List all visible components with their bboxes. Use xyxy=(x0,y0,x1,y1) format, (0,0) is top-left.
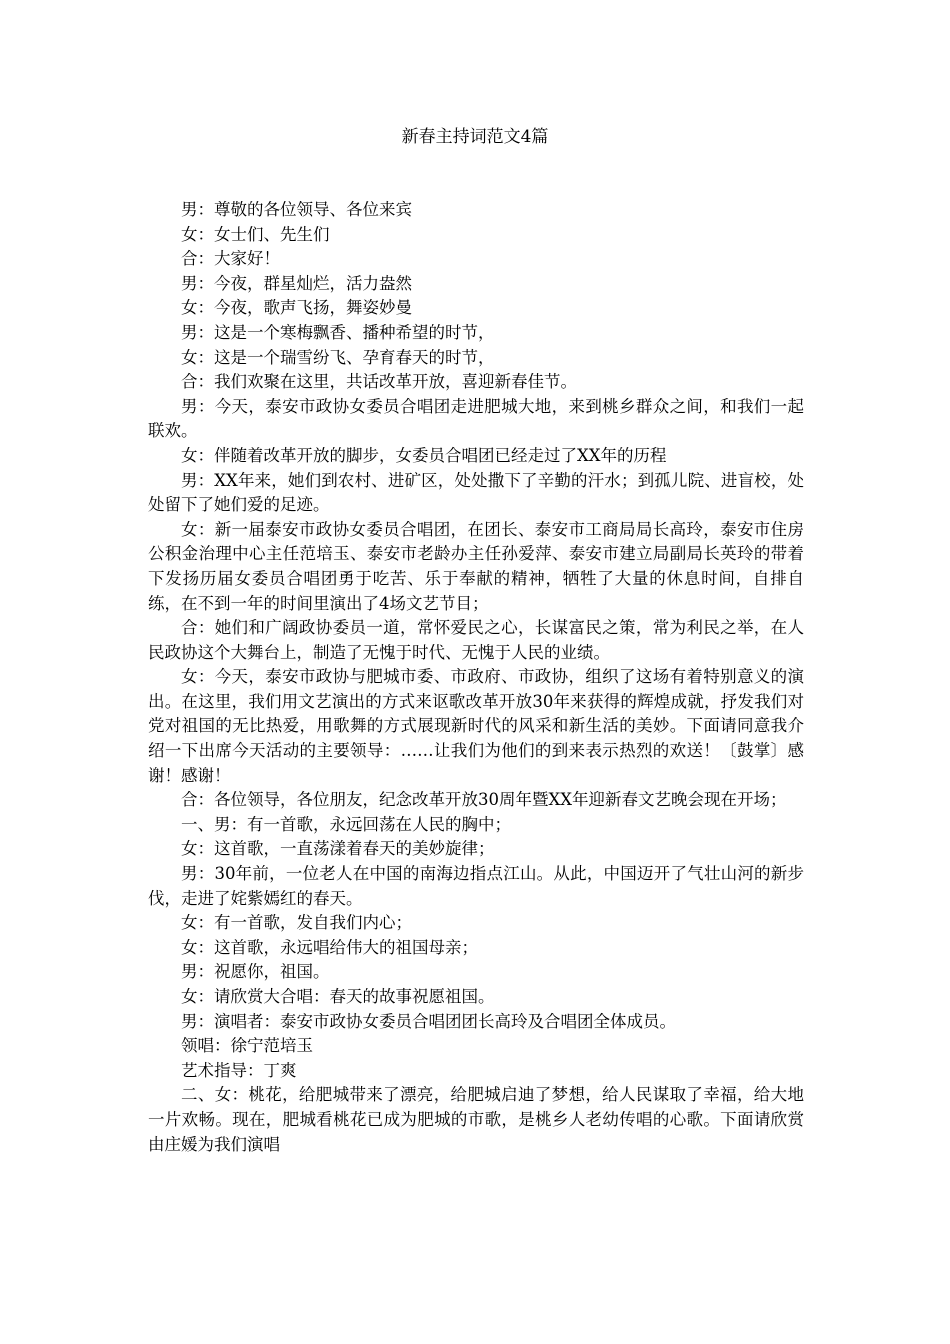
paragraph: 男：祝愿你，祖国。 xyxy=(181,962,330,982)
paragraph: 合：她们和广阔政协委员一道，常怀爱民之心，长谋富民之策，常为利民之举，在人民政协这个大舞台上，制造了无愧于时代、无愧于人民的业绩。 xyxy=(148,618,804,662)
document-body xyxy=(148,198,804,1157)
paragraph: 女：今天，泰安市政协与肥城市委、市政府、市政协，组织了这场有着特别意义的演出。在这里，我们用文艺演出的方式来讴歌改革开放30年来获得的辉煌成就，抒发我们对党对祖国的无比热爱，用歌舞的方式展现新时代的风采和新生活的美妙。下面请同意我介绍一下出席今天活动的主要领导：……让我们为他们的到来表示热烈的欢送！〔鼓掌〕感谢！感谢！ xyxy=(148,667,804,785)
document-title: 新春主持词范文4篇 xyxy=(401,127,549,147)
paragraph: 女：新一届泰安市政协女委员合唱团，在团长、泰安市工商局局长高玲，泰安市住房公积金治理中心主任范培玉、泰安市老龄办主任孙爱萍、泰安市建立局副局长英玲的带着下发扬历届女委员合唱团勇于吃苦、乐于奉献的精神，牺牲了大量的休息时间，自排自练，在不到一年的时间里演出了4场文艺节目； xyxy=(148,519,804,613)
paragraph: 领唱：徐宁范培玉 xyxy=(181,1036,313,1056)
paragraph: 男：尊敬的各位领导、各位来宾 xyxy=(181,200,412,219)
paragraph: 艺术指导：丁爽 xyxy=(181,1060,297,1080)
paragraph: 女：这首歌，一直荡漾着春天的美妙旋律； xyxy=(181,839,495,859)
paragraph: 男：今天，泰安市政协女委员合唱团走进肥城大地，来到桃乡群众之间，和我们一起联欢。 xyxy=(148,396,804,441)
paragraph: 合：大家好！ xyxy=(181,249,280,269)
paragraph: 女：今夜，歌声飞扬，舞姿妙曼 xyxy=(181,298,412,318)
paragraph: 女：这首歌，永远唱给伟大的祖国母亲； xyxy=(181,937,478,957)
paragraph: 一、男：有一首歌，永远回荡在人民的胸中； xyxy=(181,814,511,834)
paragraph: 女：伴随着改革开放的脚步，女委员合唱团已经走过了XX年的历程 xyxy=(181,445,667,465)
paragraph: 合：各位领导，各位朋友，纪念改革开放30周年暨XX年迎新春文艺晚会现在开场； xyxy=(181,790,787,810)
paragraph: 女：女士们、先生们 xyxy=(181,224,330,244)
paragraph: 合：我们欢聚在这里，共话改革开放，喜迎新春佳节。 xyxy=(181,372,577,392)
paragraph: 女：有一首歌，发自我们内心； xyxy=(181,913,412,933)
paragraph: 二、女：桃花，给肥城带来了漂亮，给肥城启迪了梦想，给人民谋取了幸福，给大地一片欢畅。现在，肥城看桃花已成为肥城的市歌，是桃乡人老幼传唱的心歌。下面请欣赏由庄媛为我们演唱 xyxy=(148,1085,804,1154)
paragraph: 男：30年前，一位老人在中国的南海边指点江山。从此，中国迈开了气壮山河的新步伐，走进了姹紫嫣红的春天。 xyxy=(148,864,804,908)
paragraph: 女：请欣赏大合唱：春天的故事祝愿祖国。 xyxy=(181,987,495,1006)
paragraph: 男：演唱者：泰安市政协女委员合唱团团长高玲及合唱团全体成员。 xyxy=(181,1011,676,1031)
paragraph: 男：XX年来，她们到农村、进矿区，处处撒下了辛勤的汗水；到孤儿院、进盲校，处处留下了她们爱的足迹。 xyxy=(148,470,804,515)
paragraph: 女：这是一个瑞雪纷飞、孕育春天的时节， xyxy=(181,347,495,367)
paragraph: 男：今夜，群星灿烂，活力盎然 xyxy=(181,273,412,293)
paragraph: 男：这是一个寒梅飘香、播种希望的时节， xyxy=(181,322,495,342)
